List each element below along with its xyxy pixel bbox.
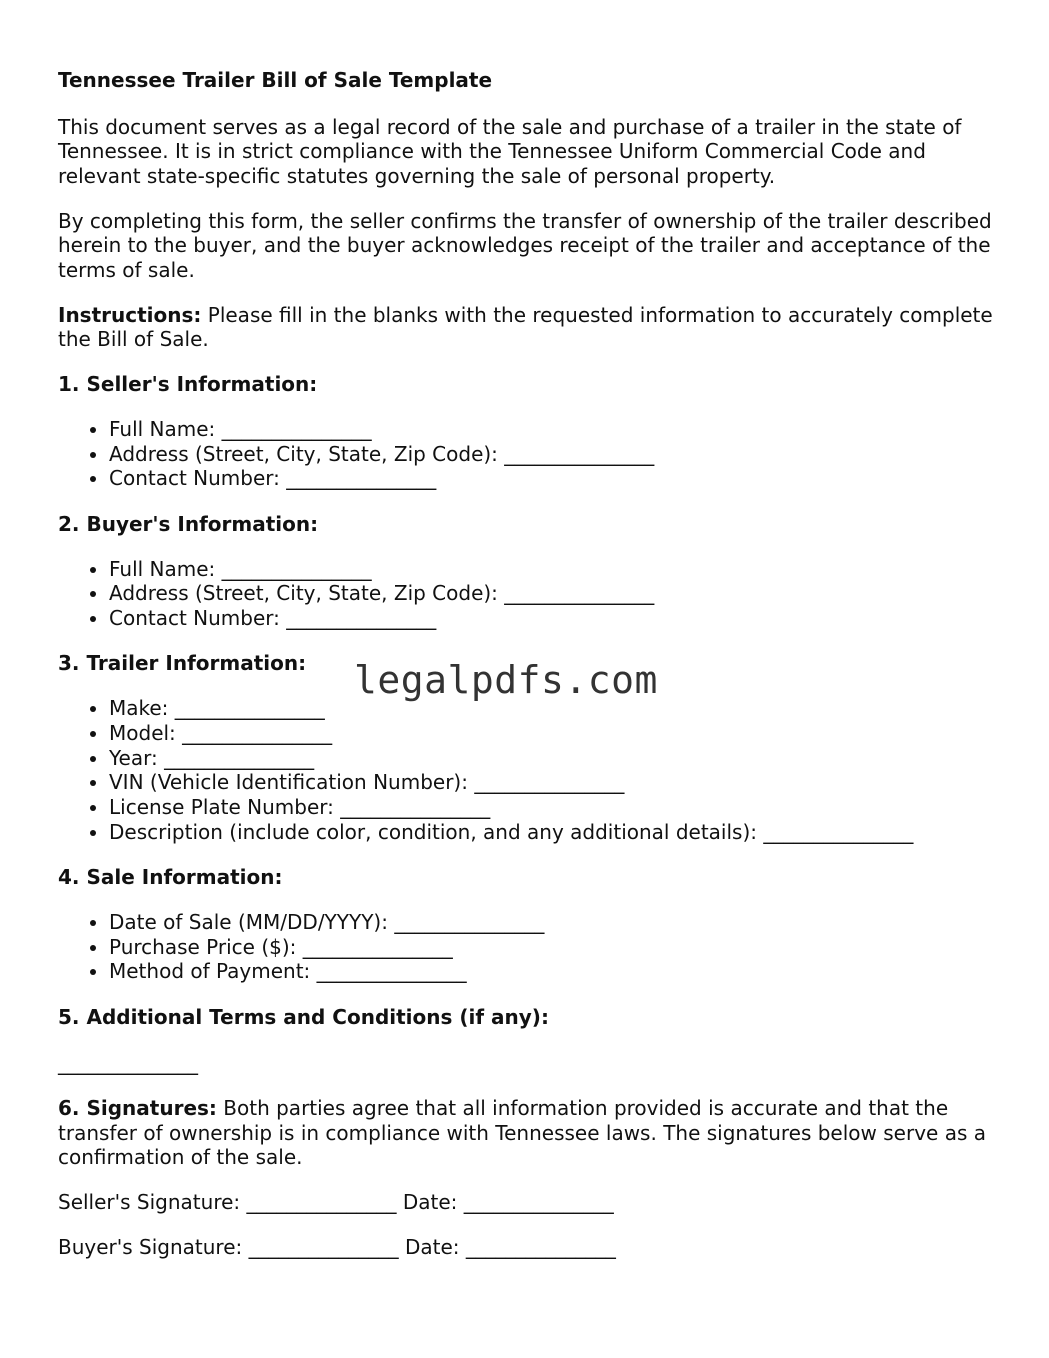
buyer-address-field: • Address (Street, City, State, Zip Code): _______________ — [109, 581, 998, 606]
trailer-make-field: • Make: _______________ — [109, 696, 998, 721]
instructions-paragraph — [58, 303, 998, 352]
trailer-section-heading: 3. Trailer Information: — [58, 651, 307, 676]
signatures-label: 6. Signatures: — [58, 1096, 217, 1121]
terms-section-heading: 5. Additional Terms and Conditions (if any): — [58, 1004, 549, 1029]
buyer-signature-line: Buyer's Signature: _______________ Date: _______________ — [58, 1235, 616, 1260]
signatures-paragraph — [58, 1096, 998, 1170]
sale-payment-field: • Method of Payment: _______________ — [109, 959, 998, 984]
intro-paragraph-2: By completing this form, the seller confirms the transfer of ownership of the trailer described herein to the buyer, and the buyer acknowledges receipt of the trailer and acceptance of the terms of sale. — [58, 208, 992, 282]
buyer-section-heading: 2. Buyer's Information: — [58, 511, 319, 536]
terms-blank-line: ______________ — [58, 1051, 198, 1076]
seller-info-list — [58, 417, 998, 491]
intro-paragraph-1: This document serves as a legal record of the sale and purchase of a trailer in the state of Tennessee. It is in strict compliance with the Tennessee Uniform Commercial Code and relevant state-specific statutes governing the sale of personal property. — [58, 114, 962, 188]
buyer-info-list — [58, 557, 998, 631]
trailer-info-list — [58, 696, 998, 844]
buyer-full-name-field: • Full Name: _______________ — [109, 557, 998, 582]
sale-date-field: • Date of Sale (MM/DD/YYYY): _______________ — [109, 910, 998, 935]
trailer-vin-field: • VIN (Vehicle Identification Number): _______________ — [109, 770, 998, 795]
sale-info-list — [58, 910, 998, 984]
instructions-text: Please fill in the blanks with the requested information to accurately complete the Bill of Sale. — [58, 302, 993, 351]
seller-section-heading: 1. Seller's Information: — [58, 372, 318, 396]
trailer-model-field: • Model: _______________ — [109, 721, 998, 746]
seller-address-field: • Address (Street, City, State, Zip Code): _______________ — [109, 442, 998, 467]
document-title: Tennessee Trailer Bill of Sale Template — [58, 68, 493, 92]
buyer-contact-field: • Contact Number: _______________ — [109, 606, 998, 631]
sale-section-heading: 4. Sale Information: — [58, 864, 283, 889]
trailer-plate-field: • License Plate Number: _______________ — [109, 795, 998, 820]
signatures-text: Both parties agree that all information provided is accurate and that the transfer of ownership is in compliance with Tennessee laws. The signatures below serve as a confirmation of the sale. — [58, 1096, 986, 1170]
trailer-year-field: • Year: _______________ — [109, 746, 998, 771]
instructions-label: Instructions: — [58, 302, 202, 327]
seller-contact-field: • Contact Number: _______________ — [109, 466, 998, 491]
sale-price-field: • Purchase Price ($): _______________ — [109, 935, 998, 960]
trailer-description-field: • Description (include color, condition, and any additional details): _______________ — [109, 820, 998, 845]
seller-signature-line: Seller's Signature: _______________ Date: _______________ — [58, 1190, 614, 1215]
watermark-text: legalpdfs.com — [354, 658, 658, 702]
seller-full-name-field: • Full Name: _______________ — [109, 417, 998, 442]
